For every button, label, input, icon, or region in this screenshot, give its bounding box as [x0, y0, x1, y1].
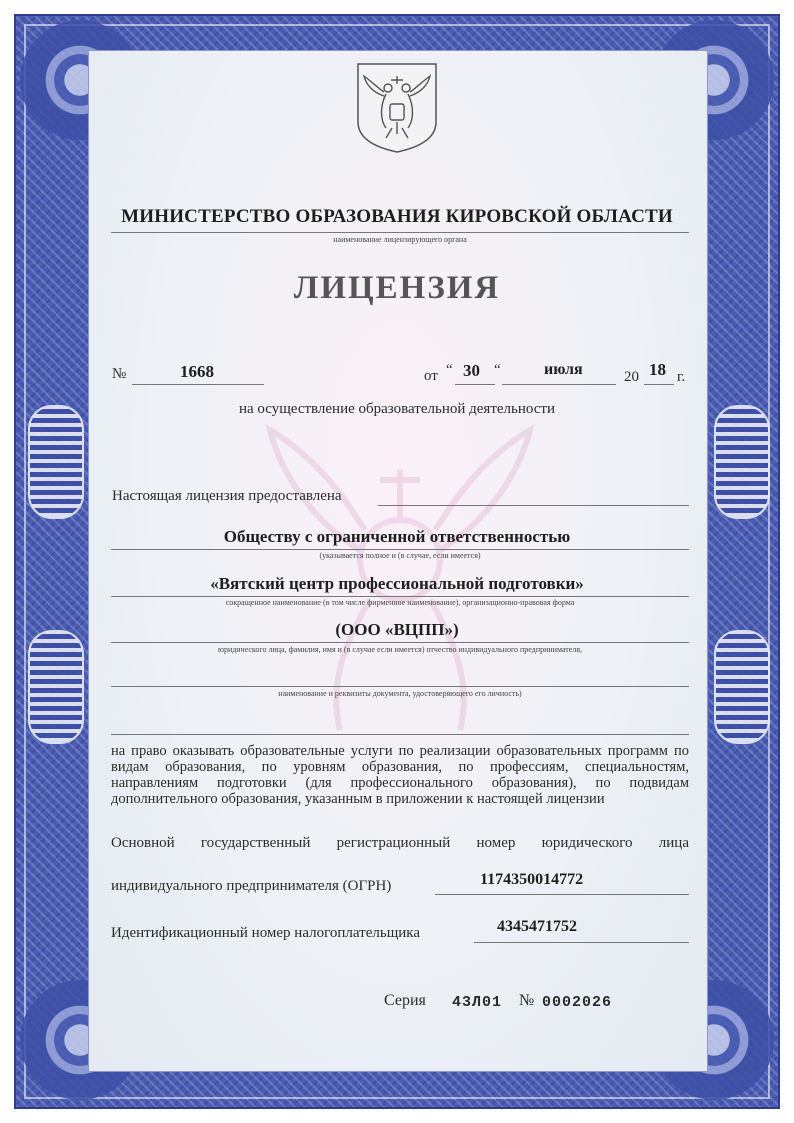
date-open-quote: “ [446, 362, 453, 378]
document-details-underline [111, 686, 689, 687]
series-value: 43Л01 [452, 994, 503, 1011]
org-full-name: Обществу с ограниченной ответственностью [223, 527, 571, 546]
granted-underline [378, 505, 689, 506]
org-name-underline [111, 596, 689, 597]
caption-short-name: сокращенное наименование (в том числе фирменное наименование), организационно-правовая форма [225, 598, 575, 607]
series-label: Серия [384, 992, 426, 1009]
month-underline [502, 384, 616, 385]
org-full-underline [111, 549, 689, 550]
knot-ornament-left [28, 405, 84, 519]
caption-identity-document: наименование и реквизиты документа, удостоверяющего его личность) [278, 689, 522, 698]
date-century: 20 [624, 369, 639, 385]
date-month: июля [544, 361, 583, 378]
document-title: ЛИЦЕНЗИЯ [293, 270, 501, 306]
ogrn-underline [435, 894, 689, 895]
ogrn-value: 1174350014772 [480, 871, 584, 888]
caption-legal: юридического лица, фамилия, имя и (в случае если имеется) отчество индивидуального предпринимателя, [217, 645, 583, 654]
granted-label: Настоящая лицензия предоставлена [112, 488, 342, 504]
license-number: 1668 [180, 362, 214, 381]
day-underline [455, 384, 495, 385]
coat-of-arms-icon [356, 62, 438, 154]
ministry-underline [111, 232, 689, 233]
rights-text: на право оказывать образовательные услуги по реализации образовательных программ по видам образования, по уровням образования, по профессиям, специальностям, направлениям подготовки (для профессионального образования), по подвидам дополнительного образования, указанным в приложении к настоящей лицензии [111, 743, 689, 807]
year-underline [644, 384, 674, 385]
ogrn-label-line1: Основной государственный регистрационный номер юридического лица [111, 835, 689, 851]
date-year-suffix: г. [677, 369, 686, 385]
date-day: 30 [463, 361, 480, 380]
org-short-name: (ООО «ВЦПП») [335, 620, 459, 639]
license-purpose: на осуществление образовательной деятельности [238, 401, 556, 417]
ministry-name: МИНИСТЕРСТВО ОБРАЗОВАНИЯ КИРОВСКОЙ ОБЛАСТИ [121, 206, 673, 227]
inn-underline [474, 942, 689, 943]
number-label: № [112, 366, 127, 382]
knot-ornament-right [714, 630, 770, 744]
org-name: «Вятский центр профессиональной подготовки» [210, 574, 584, 593]
org-short-underline [111, 642, 689, 643]
inn-value: 4345471752 [497, 918, 577, 935]
number-underline [132, 384, 264, 385]
inn-label: Идентификационный номер налогоплательщика [111, 925, 421, 941]
caption-full-name: (указывается полное и (в случае, если имеется) [319, 551, 481, 560]
date-from-label: от [424, 368, 438, 384]
ministry-caption: наименование лицензирующего органа [333, 235, 467, 244]
knot-ornament-left [28, 630, 84, 744]
date-year: 18 [649, 360, 666, 379]
blank-number-value: 0002026 [542, 994, 613, 1011]
blank-number-label: № [519, 992, 535, 1009]
blank-underline [111, 734, 689, 735]
knot-ornament-right [714, 405, 770, 519]
date-close-quote: “ [494, 362, 501, 378]
ogrn-label-line2: индивидуального предпринимателя (ОГРН) [111, 878, 392, 894]
